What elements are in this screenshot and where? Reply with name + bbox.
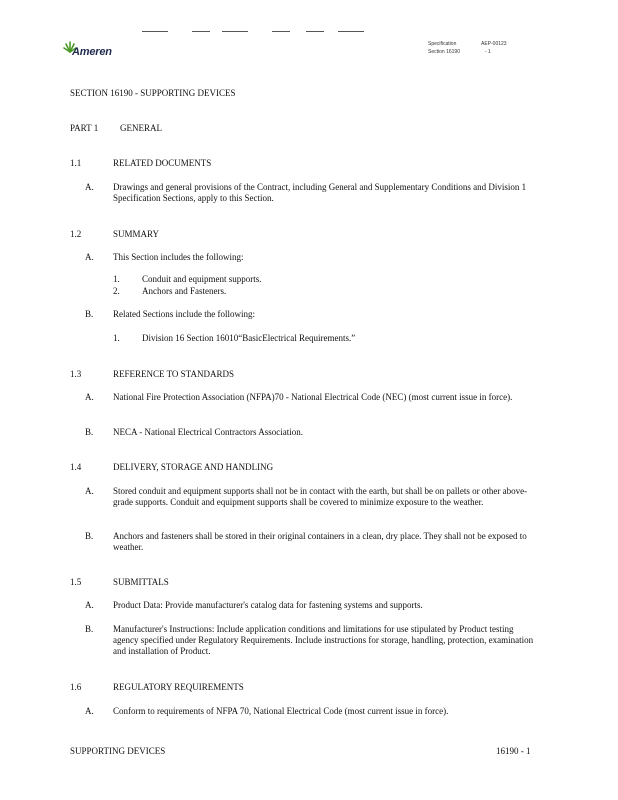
item-text: Anchors and fasteners shall be stored in their original containers in a clean, dry place. They shall not be exposed to weather. — [113, 531, 527, 552]
header-rule — [306, 31, 324, 32]
section-title: RELATED DOCUMENTS — [113, 158, 212, 168]
item-label: B. — [85, 531, 94, 541]
item-text: National Fire Protection Association (NFPA)70 - National Electrical Code (NEC) (most current issue in force). — [113, 392, 513, 402]
item-text: Related Sections include the following: — [113, 309, 255, 319]
section-title: REGULATORY REQUIREMENTS — [113, 682, 244, 692]
section-title: SUMMARY — [113, 229, 160, 239]
item-text: Conform to requirements of NFPA 70, National Electrical Code (most current issue in force). — [113, 706, 449, 716]
document-title: SECTION 16190 - SUPPORTING DEVICES — [70, 88, 236, 98]
item-text: Manufacturer's Instructions: Include application conditions and limitations for use stipulated by Product testing agency specified under Regulatory Requirements. Include instructions for storage, handling, protection, examination and installation of Product. — [113, 624, 534, 656]
item-label: B. — [85, 427, 94, 437]
section-number: 1.4 — [70, 462, 82, 472]
logo-wordmark: Ameren — [72, 46, 112, 58]
section-number: 1.3 — [70, 369, 82, 379]
item-label: A. — [85, 252, 94, 262]
subitem-text: Conduit and equipment supports. — [142, 274, 262, 284]
item-text: Drawings and general provisions of the Contract, including General and Supplementary Conditions and Division 1 Specification Sections, apply to this Section. — [113, 182, 527, 203]
item-text: Product Data: Provide manufacturer's catalog data for fastening systems and supports. — [113, 600, 423, 610]
company-logo — [62, 40, 122, 60]
subitem-text: Anchors and Fasteners. — [142, 286, 227, 296]
item-text: This Section includes the following: — [113, 252, 244, 262]
section-title: REFERENCE TO STANDARDS — [113, 369, 234, 379]
header-rule — [272, 31, 290, 32]
subitem-label: 2. — [113, 286, 120, 296]
item-label: B. — [85, 309, 94, 319]
item-label: B. — [85, 624, 94, 634]
subitem-text: Division 16 Section 16010“BasicElectrical Requirements.” — [142, 333, 356, 343]
part-number: PART 1 — [70, 123, 99, 133]
section-title: DELIVERY, STORAGE AND HANDLING — [113, 462, 274, 472]
spec-value: AEP-00123 — [481, 41, 507, 47]
item-label: A. — [85, 600, 94, 610]
header-rule — [142, 31, 168, 32]
part-title: GENERAL — [120, 123, 162, 133]
section-number: 1.1 — [70, 158, 82, 168]
item-label: A. — [85, 486, 94, 496]
header-rule — [222, 31, 248, 32]
section-title: SUBMITTALS — [113, 577, 169, 587]
section-number: 1.6 — [70, 682, 82, 692]
section-label: Section 16190 — [428, 49, 460, 55]
item-label: A. — [85, 182, 94, 192]
section-number: 1.5 — [70, 577, 82, 587]
subitem-label: 1. — [113, 274, 120, 284]
item-text: NECA - National Electrical Contractors Association. — [113, 427, 303, 437]
item-text: Stored conduit and equipment supports shall not be in contact with the earth, but shall be on pallets or other above-grade supports. Conduit and equipment supports shall be covered to minimize exposure to the weather. — [113, 486, 528, 507]
item-label: A. — [85, 706, 94, 716]
header-rule — [338, 31, 364, 32]
footer-page-number: 16190 - 1 — [496, 746, 531, 756]
section-value: - 1 — [485, 49, 491, 55]
subitem-label: 1. — [113, 333, 120, 343]
footer-title: SUPPORTING DEVICES — [70, 746, 166, 756]
section-number: 1.2 — [70, 229, 82, 239]
spec-label: Specification — [428, 41, 457, 47]
item-label: A. — [85, 392, 94, 402]
header-rule — [192, 31, 210, 32]
